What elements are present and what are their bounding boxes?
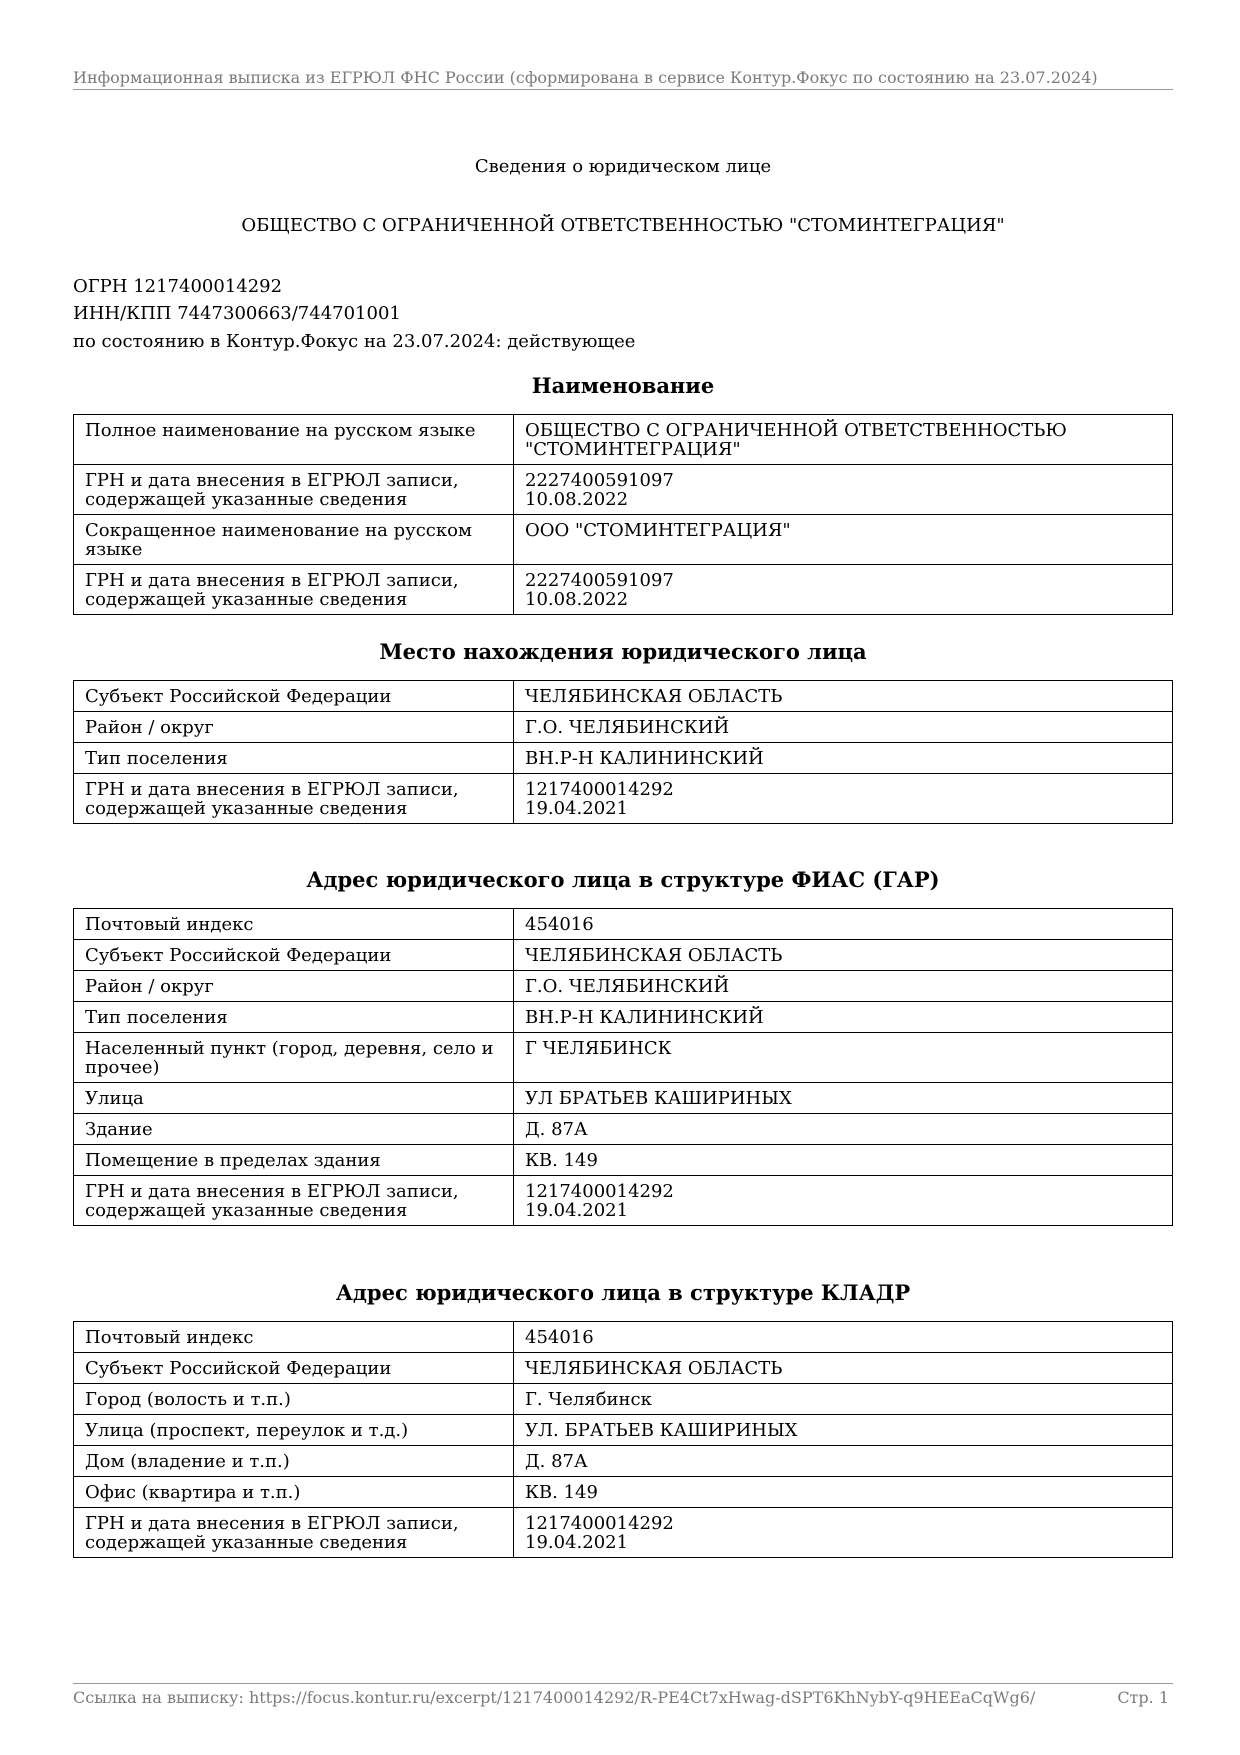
- row-value: [514, 1114, 1173, 1145]
- row-label-line: Город (волость и т.п.): [85, 1389, 291, 1410]
- page-footer: [73, 1683, 1173, 1708]
- row-label: [74, 565, 514, 615]
- section-title-fias-address: Адрес юридического лица в структуре ФИАС (ГАР): [306, 867, 940, 892]
- row-label: [74, 1353, 514, 1384]
- row-value-line: 19.04.2021: [525, 1532, 629, 1553]
- row-label: [74, 1083, 514, 1114]
- row-label: [74, 774, 514, 824]
- row-label: [74, 1508, 514, 1558]
- row-value: [514, 940, 1173, 971]
- row-value-line: Г. Челябинск: [525, 1389, 652, 1410]
- row-value-line: ЧЕЛЯБИНСКАЯ ОБЛАСТЬ: [525, 945, 783, 966]
- table-row: [74, 1176, 1173, 1226]
- row-value-line: 2227400591097: [525, 470, 674, 491]
- row-label-line: Субъект Российской Федерации: [85, 945, 392, 966]
- ogrn-line: ОГРН 1217400014292: [73, 276, 283, 297]
- row-label-line: Почтовый индекс: [85, 914, 254, 935]
- table-row: [74, 1415, 1173, 1446]
- row-value-line: 19.04.2021: [525, 798, 629, 819]
- row-value: [514, 1384, 1173, 1415]
- table-row: [74, 1477, 1173, 1508]
- row-label: [74, 1415, 514, 1446]
- row-value: [514, 1353, 1173, 1384]
- row-value: [514, 1145, 1173, 1176]
- table-location: [73, 680, 1173, 824]
- row-label: [74, 1176, 514, 1226]
- row-value-line: Д. 87А: [525, 1451, 588, 1472]
- row-value: [514, 1176, 1173, 1226]
- row-label-line: Почтовый индекс: [85, 1327, 254, 1348]
- row-label-line: Улица (проспект, переулок и т.д.): [85, 1420, 409, 1441]
- row-value-line: ООО "СТОМИНТЕГРАЦИЯ": [525, 520, 791, 541]
- row-value-line: Г ЧЕЛЯБИНСК: [525, 1038, 672, 1059]
- row-value: [514, 565, 1173, 615]
- row-label-line: Район / округ: [85, 717, 214, 738]
- table-row: [74, 515, 1173, 565]
- row-label-line: ГРН и дата внесения в ЕГРЮЛ записи,: [85, 470, 459, 491]
- row-value-line: ВН.Р-Н КАЛИНИНСКИЙ: [525, 1007, 764, 1028]
- row-label-line: Субъект Российской Федерации: [85, 1358, 392, 1379]
- table-row: [74, 1322, 1173, 1353]
- row-label: [74, 743, 514, 774]
- row-value: [514, 515, 1173, 565]
- table-row: [74, 1033, 1173, 1083]
- row-label-line: Улица: [85, 1088, 144, 1109]
- row-label-line: Офис (квартира и т.п.): [85, 1482, 301, 1503]
- row-value-line: 10.08.2022: [525, 589, 629, 610]
- section-title-name: Наименование: [531, 373, 715, 398]
- row-value: [514, 465, 1173, 515]
- row-label: [74, 1002, 514, 1033]
- row-value-line: 1217400014292: [525, 1181, 674, 1202]
- row-label: [74, 681, 514, 712]
- row-value-line: 2227400591097: [525, 570, 674, 591]
- row-value-line: 454016: [525, 1327, 594, 1348]
- row-label-line: прочее): [85, 1057, 160, 1078]
- row-label: [74, 465, 514, 515]
- row-value: [514, 971, 1173, 1002]
- row-value: [514, 1446, 1173, 1477]
- row-label-line: Район / округ: [85, 976, 214, 997]
- table-row: [74, 1145, 1173, 1176]
- row-value-line: КВ. 149: [525, 1482, 598, 1503]
- row-label: [74, 515, 514, 565]
- row-label-line: Тип поселения: [85, 748, 228, 769]
- row-value: [514, 1083, 1173, 1114]
- row-value-line: 19.04.2021: [525, 1200, 629, 1221]
- row-label: [74, 1114, 514, 1145]
- inn-kpp-line: ИНН/КПП 7447300663/744701001: [73, 303, 401, 324]
- table-row: [74, 1083, 1173, 1114]
- table-kladr-address: [73, 1321, 1173, 1558]
- row-value: [514, 743, 1173, 774]
- row-label-line: Тип поселения: [85, 1007, 228, 1028]
- table-row: [74, 681, 1173, 712]
- row-label-line: Населенный пункт (город, деревня, село и: [85, 1038, 494, 1059]
- row-label-line: ГРН и дата внесения в ЕГРЮЛ записи,: [85, 1181, 459, 1202]
- row-value: [514, 1415, 1173, 1446]
- row-value-line: Г.О. ЧЕЛЯБИНСКИЙ: [525, 717, 730, 738]
- row-value: [514, 1033, 1173, 1083]
- page-number: Стр. 1: [1117, 1688, 1169, 1707]
- row-label-line: Сокращенное наименование на русском языке: [85, 520, 472, 560]
- table-row: [74, 1114, 1173, 1145]
- row-value-line: УЛ БРАТЬЕВ КАШИРИНЫХ: [525, 1088, 792, 1109]
- row-value: [514, 1322, 1173, 1353]
- row-value-line: ОБЩЕСТВО С ОГРАНИЧЕННОЙ ОТВЕТСТВЕННОСТЬЮ: [525, 420, 1067, 441]
- row-label: [74, 415, 514, 465]
- table-row: [74, 940, 1173, 971]
- row-label-line: Полное наименование на русском языке: [85, 420, 476, 441]
- table-row: [74, 1384, 1173, 1415]
- row-value-line: 1217400014292: [525, 779, 674, 800]
- row-label: [74, 1477, 514, 1508]
- row-label-line: Помещение в пределах здания: [85, 1150, 381, 1171]
- row-value: [514, 681, 1173, 712]
- table-row: [74, 1446, 1173, 1477]
- table-row: [74, 1508, 1173, 1558]
- row-value-line: 454016: [525, 914, 594, 935]
- table-fias-address: [73, 908, 1173, 1226]
- row-value-line: УЛ. БРАТЬЕВ КАШИРИНЫХ: [525, 1420, 798, 1441]
- row-value: [514, 1477, 1173, 1508]
- table-row: [74, 1353, 1173, 1384]
- section-title-kladr-address: Адрес юридического лица в структуре КЛАДР: [335, 1280, 911, 1305]
- row-label-line: Дом (владение и т.п.): [85, 1451, 290, 1472]
- row-label: [74, 971, 514, 1002]
- table-row: [74, 971, 1173, 1002]
- section-title-location: Место нахождения юридического лица: [379, 639, 867, 664]
- page-header: Информационная выписка из ЕГРЮЛ ФНС России (сформирована в сервисе Контур.Фокус по состоянию на 23.07.2024): [73, 68, 1173, 90]
- row-value: [514, 1002, 1173, 1033]
- status-line: по состоянию в Контур.Фокус на 23.07.2024: действующее: [73, 331, 636, 352]
- row-value-line: Г.О. ЧЕЛЯБИНСКИЙ: [525, 976, 730, 997]
- document-heading: Сведения о юридическом лице: [474, 156, 772, 177]
- row-value: [514, 1508, 1173, 1558]
- table-row: [74, 712, 1173, 743]
- row-label-line: Здание: [85, 1119, 153, 1140]
- row-label-line: содержащей указанные сведения: [85, 489, 408, 510]
- table-row: [74, 565, 1173, 615]
- row-value-line: ВН.Р-Н КАЛИНИНСКИЙ: [525, 748, 764, 769]
- row-value: [514, 774, 1173, 824]
- row-label-line: содержащей указанные сведения: [85, 1532, 408, 1553]
- row-value-line: Д. 87А: [525, 1119, 588, 1140]
- row-value-line: 1217400014292: [525, 1513, 674, 1534]
- row-label: [74, 1322, 514, 1353]
- row-label-line: ГРН и дата внесения в ЕГРЮЛ записи,: [85, 570, 459, 591]
- row-label-line: Субъект Российской Федерации: [85, 686, 392, 707]
- row-value: [514, 909, 1173, 940]
- company-name: ОБЩЕСТВО С ОГРАНИЧЕННОЙ ОТВЕТСТВЕННОСТЬЮ "СТОМИНТЕГРАЦИЯ": [241, 215, 1005, 236]
- row-value-line: ЧЕЛЯБИНСКАЯ ОБЛАСТЬ: [525, 1358, 783, 1379]
- table-row: [74, 743, 1173, 774]
- table-name: [73, 414, 1173, 615]
- row-label-line: содержащей указанные сведения: [85, 798, 408, 819]
- row-label: [74, 909, 514, 940]
- row-label: [74, 940, 514, 971]
- excerpt-link[interactable]: Ссылка на выписку: https://focus.kontur.ru/excerpt/1217400014292/R-PE4Ct7xHwag-dSPT6KhNybY-q9HEEaCqWg6/: [73, 1688, 1036, 1707]
- table-row: [74, 774, 1173, 824]
- row-label-line: ГРН и дата внесения в ЕГРЮЛ записи,: [85, 1513, 459, 1534]
- row-label: [74, 1145, 514, 1176]
- row-label-line: ГРН и дата внесения в ЕГРЮЛ записи,: [85, 779, 459, 800]
- table-row: [74, 1002, 1173, 1033]
- table-row: [74, 415, 1173, 465]
- row-label: [74, 1384, 514, 1415]
- row-value-line: "СТОМИНТЕГРАЦИЯ": [525, 439, 741, 460]
- table-row: [74, 909, 1173, 940]
- row-label-line: содержащей указанные сведения: [85, 589, 408, 610]
- row-label-line: содержащей указанные сведения: [85, 1200, 408, 1221]
- row-label: [74, 1446, 514, 1477]
- row-label: [74, 1033, 514, 1083]
- row-value-line: ЧЕЛЯБИНСКАЯ ОБЛАСТЬ: [525, 686, 783, 707]
- table-row: [74, 465, 1173, 515]
- row-value-line: КВ. 149: [525, 1150, 598, 1171]
- row-value-line: 10.08.2022: [525, 489, 629, 510]
- row-label: [74, 712, 514, 743]
- row-value: [514, 415, 1173, 465]
- row-value: [514, 712, 1173, 743]
